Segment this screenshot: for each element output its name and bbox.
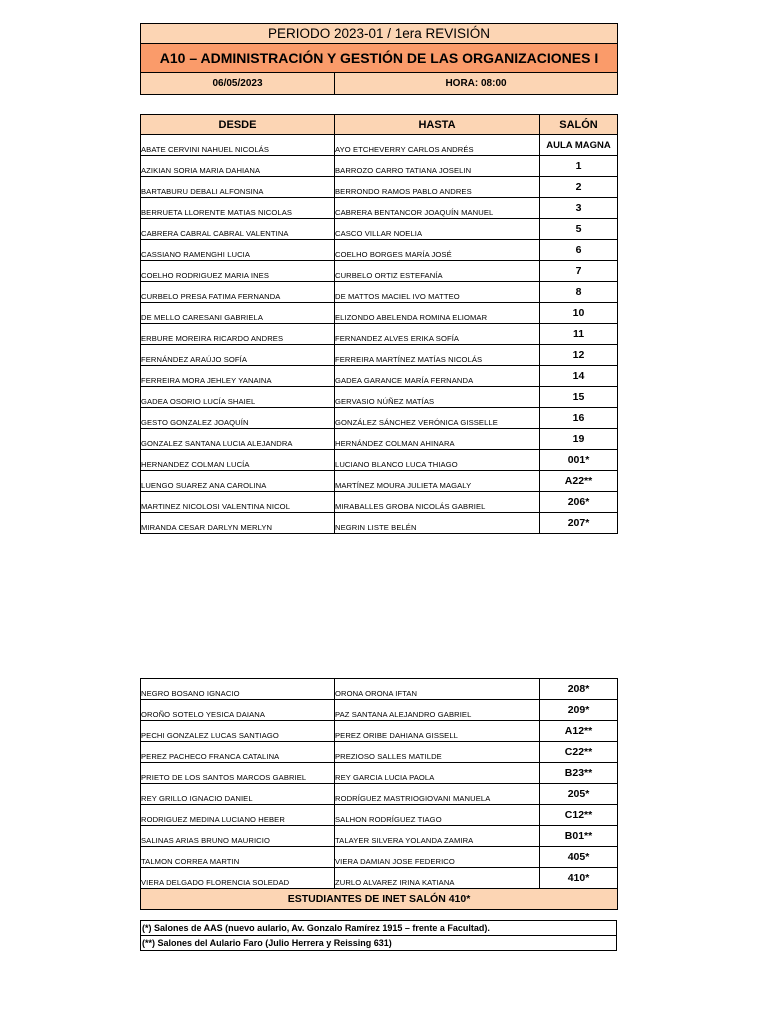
from-name: PECHI GONZALEZ LUCAS SANTIAGO [141,721,335,742]
table-row [141,721,618,742]
to-name: SALHON RODRÍGUEZ TIAGO [335,805,540,826]
room-number: 208* [540,679,618,700]
to-name: BERRONDO RAMOS PABLO ANDRES [335,177,540,198]
to-name: PAZ SANTANA ALEJANDRO GABRIEL [335,700,540,721]
table-row [141,742,618,763]
from-name: FERNÁNDEZ ARAÚJO SOFÍA [141,345,335,366]
to-name: CABRERA BENTANCOR JOAQUÍN MANUEL [335,198,540,219]
table-row [141,219,618,240]
from-name: HERNANDEZ COLMAN LUCÍA [141,450,335,471]
table-row [141,492,618,513]
to-name: MIRABALLES GROBA NICOLÁS GABRIEL [335,492,540,513]
table-row [141,784,618,805]
room-number: 207* [540,513,618,534]
from-name: VIERA DELGADO FLORENCIA SOLEDAD [141,868,335,889]
room-number: 206* [540,492,618,513]
from-name: AZIKIAN SORIA MARIA DAHIANA [141,156,335,177]
column-header-room: SALÓN [540,115,618,135]
room-number: 10 [540,303,618,324]
room-number: B23** [540,763,618,784]
table-row [141,240,618,261]
to-name: VIERA DAMIAN JOSE FEDERICO [335,847,540,868]
room-number: 410* [540,868,618,889]
table-row [141,177,618,198]
from-name: FERREIRA MORA JEHLEY YANAINA [141,366,335,387]
table-row [141,429,618,450]
table-row [141,345,618,366]
note-faro: (**) Salones del Aulario Faro (Julio Herrera y Reissing 631) [141,936,617,951]
notes-table [140,920,617,951]
room-number: 14 [540,366,618,387]
from-name: GONZALEZ SANTANA LUCIA ALEJANDRA [141,429,335,450]
room-number: 5 [540,219,618,240]
room-number: A22** [540,471,618,492]
header-table [140,23,618,95]
table-row [141,805,618,826]
course-title: A10 – ADMINISTRACIÓN Y GESTIÓN DE LAS ORGANIZACIONES I [141,44,618,73]
exam-time: HORA: 08:00 [335,73,618,95]
column-header-from: DESDE [141,115,335,135]
from-name: DE MELLO CARESANI GABRIELA [141,303,335,324]
from-name: MARTINEZ NICOLOSI VALENTINA NICOL [141,492,335,513]
table-row [141,513,618,534]
note-aas: (*) Salones de AAS (nuevo aulario, Av. Gonzalo Ramírez 1915 – frente a Facultad). [141,921,617,936]
to-name: CASCO VILLAR NOELIA [335,219,540,240]
from-name: TALMON CORREA MARTIN [141,847,335,868]
to-name: COELHO BORGES MARÍA JOSÉ [335,240,540,261]
to-name: GONZÁLEZ SÁNCHEZ VERÓNICA GISSELLE [335,408,540,429]
table-row [141,387,618,408]
from-name: CURBELO PRESA FATIMA FERNANDA [141,282,335,303]
table-row [141,303,618,324]
table-row [141,261,618,282]
to-name: RODRÍGUEZ MASTRIOGIOVANI MANUELA [335,784,540,805]
table-row [141,763,618,784]
table-row [141,408,618,429]
table-row [141,826,618,847]
from-name: SALINAS ARIAS BRUNO MAURICIO [141,826,335,847]
to-name: HERNÁNDEZ COLMAN AHINARA [335,429,540,450]
to-name: LUCIANO BLANCO LUCA THIAGO [335,450,540,471]
room-number: B01** [540,826,618,847]
to-name: FERREIRA MARTÍNEZ MATÍAS NICOLÁS [335,345,540,366]
room-assignment-table-2 [140,678,618,910]
table-row [141,679,618,700]
inet-students-note: ESTUDIANTES DE INET SALÓN 410* [141,889,618,910]
from-name: ERBURE MOREIRA RICARDO ANDRES [141,324,335,345]
room-number: 19 [540,429,618,450]
table-row [141,868,618,889]
to-name: PEREZ ORIBE DAHIANA GISSELL [335,721,540,742]
room-number: 209* [540,700,618,721]
exam-date: 06/05/2023 [141,73,335,95]
room-number: A12** [540,721,618,742]
to-name: ELIZONDO ABELENDA ROMINA ELIOMAR [335,303,540,324]
from-name: CABRERA CABRAL CABRAL VALENTINA [141,219,335,240]
to-name: NEGRIN LISTE BELÉN [335,513,540,534]
to-name: AYO ETCHEVERRY CARLOS ANDRÉS [335,135,540,156]
table-row [141,324,618,345]
from-name: COELHO RODRIGUEZ MARIA INES [141,261,335,282]
table-row [141,156,618,177]
table-row [141,135,618,156]
from-name: ABATE CERVINI NAHUEL NICOLÁS [141,135,335,156]
room-number: 405* [540,847,618,868]
from-name: PEREZ PACHECO FRANCA CATALINA [141,742,335,763]
room-number: 11 [540,324,618,345]
from-name: BARTABURU DEBALI ALFONSINA [141,177,335,198]
to-name: GERVASIO NÚÑEZ MATÍAS [335,387,540,408]
to-name: MARTÍNEZ MOURA JULIETA MAGALY [335,471,540,492]
from-name: RODRIGUEZ MEDINA LUCIANO HEBER [141,805,335,826]
room-number: 16 [540,408,618,429]
from-name: MIRANDA CESAR DARLYN MERLYN [141,513,335,534]
room-number: C22** [540,742,618,763]
from-name: REY GRILLO IGNACIO DANIEL [141,784,335,805]
table-row [141,366,618,387]
room-number: 15 [540,387,618,408]
room-number: 001* [540,450,618,471]
to-name: TALAYER SILVERA YOLANDA ZAMIRA [335,826,540,847]
to-name: CURBELO ORTIZ ESTEFANÍA [335,261,540,282]
to-name: PREZIOSO SALLES MATILDE [335,742,540,763]
from-name: BERRUETA LLORENTE MATIAS NICOLAS [141,198,335,219]
table-row [141,471,618,492]
from-name: CASSIANO RAMENGHI LUCIA [141,240,335,261]
room-number: 6 [540,240,618,261]
from-name: LUENGO SUAREZ ANA CAROLINA [141,471,335,492]
table-row [141,198,618,219]
to-name: REY GARCIA LUCIA PAOLA [335,763,540,784]
from-name: GADEA OSORIO LUCÍA SHAIEL [141,387,335,408]
table-row [141,847,618,868]
to-name: FERNANDEZ ALVES ERIKA SOFÍA [335,324,540,345]
room-number: 2 [540,177,618,198]
column-header-to: HASTA [335,115,540,135]
from-name: OROÑO SOTELO YESICA DAIANA [141,700,335,721]
room-number: C12** [540,805,618,826]
to-name: ZURLO ALVAREZ IRINA KATIANA [335,868,540,889]
period-title: PERIODO 2023-01 / 1era REVISIÓN [141,24,618,44]
from-name: PRIETO DE LOS SANTOS MARCOS GABRIEL [141,763,335,784]
room-number: 7 [540,261,618,282]
room-number: 1 [540,156,618,177]
to-name: GADEA GARANCE MARÍA FERNANDA [335,366,540,387]
table-row [141,700,618,721]
room-assignment-table-1 [140,114,618,534]
room-number: AULA MAGNA [540,135,618,156]
room-number: 12 [540,345,618,366]
to-name: BARROZO CARRO TATIANA JOSELIN [335,156,540,177]
table-row [141,450,618,471]
room-number: 205* [540,784,618,805]
table-row [141,282,618,303]
to-name: DE MATTOS MACIEL IVO MATTEO [335,282,540,303]
room-number: 3 [540,198,618,219]
to-name: ORONA ORONA IFTAN [335,679,540,700]
from-name: NEGRO BOSANO IGNACIO [141,679,335,700]
from-name: GESTO GONZALEZ JOAQUÍN [141,408,335,429]
room-number: 8 [540,282,618,303]
